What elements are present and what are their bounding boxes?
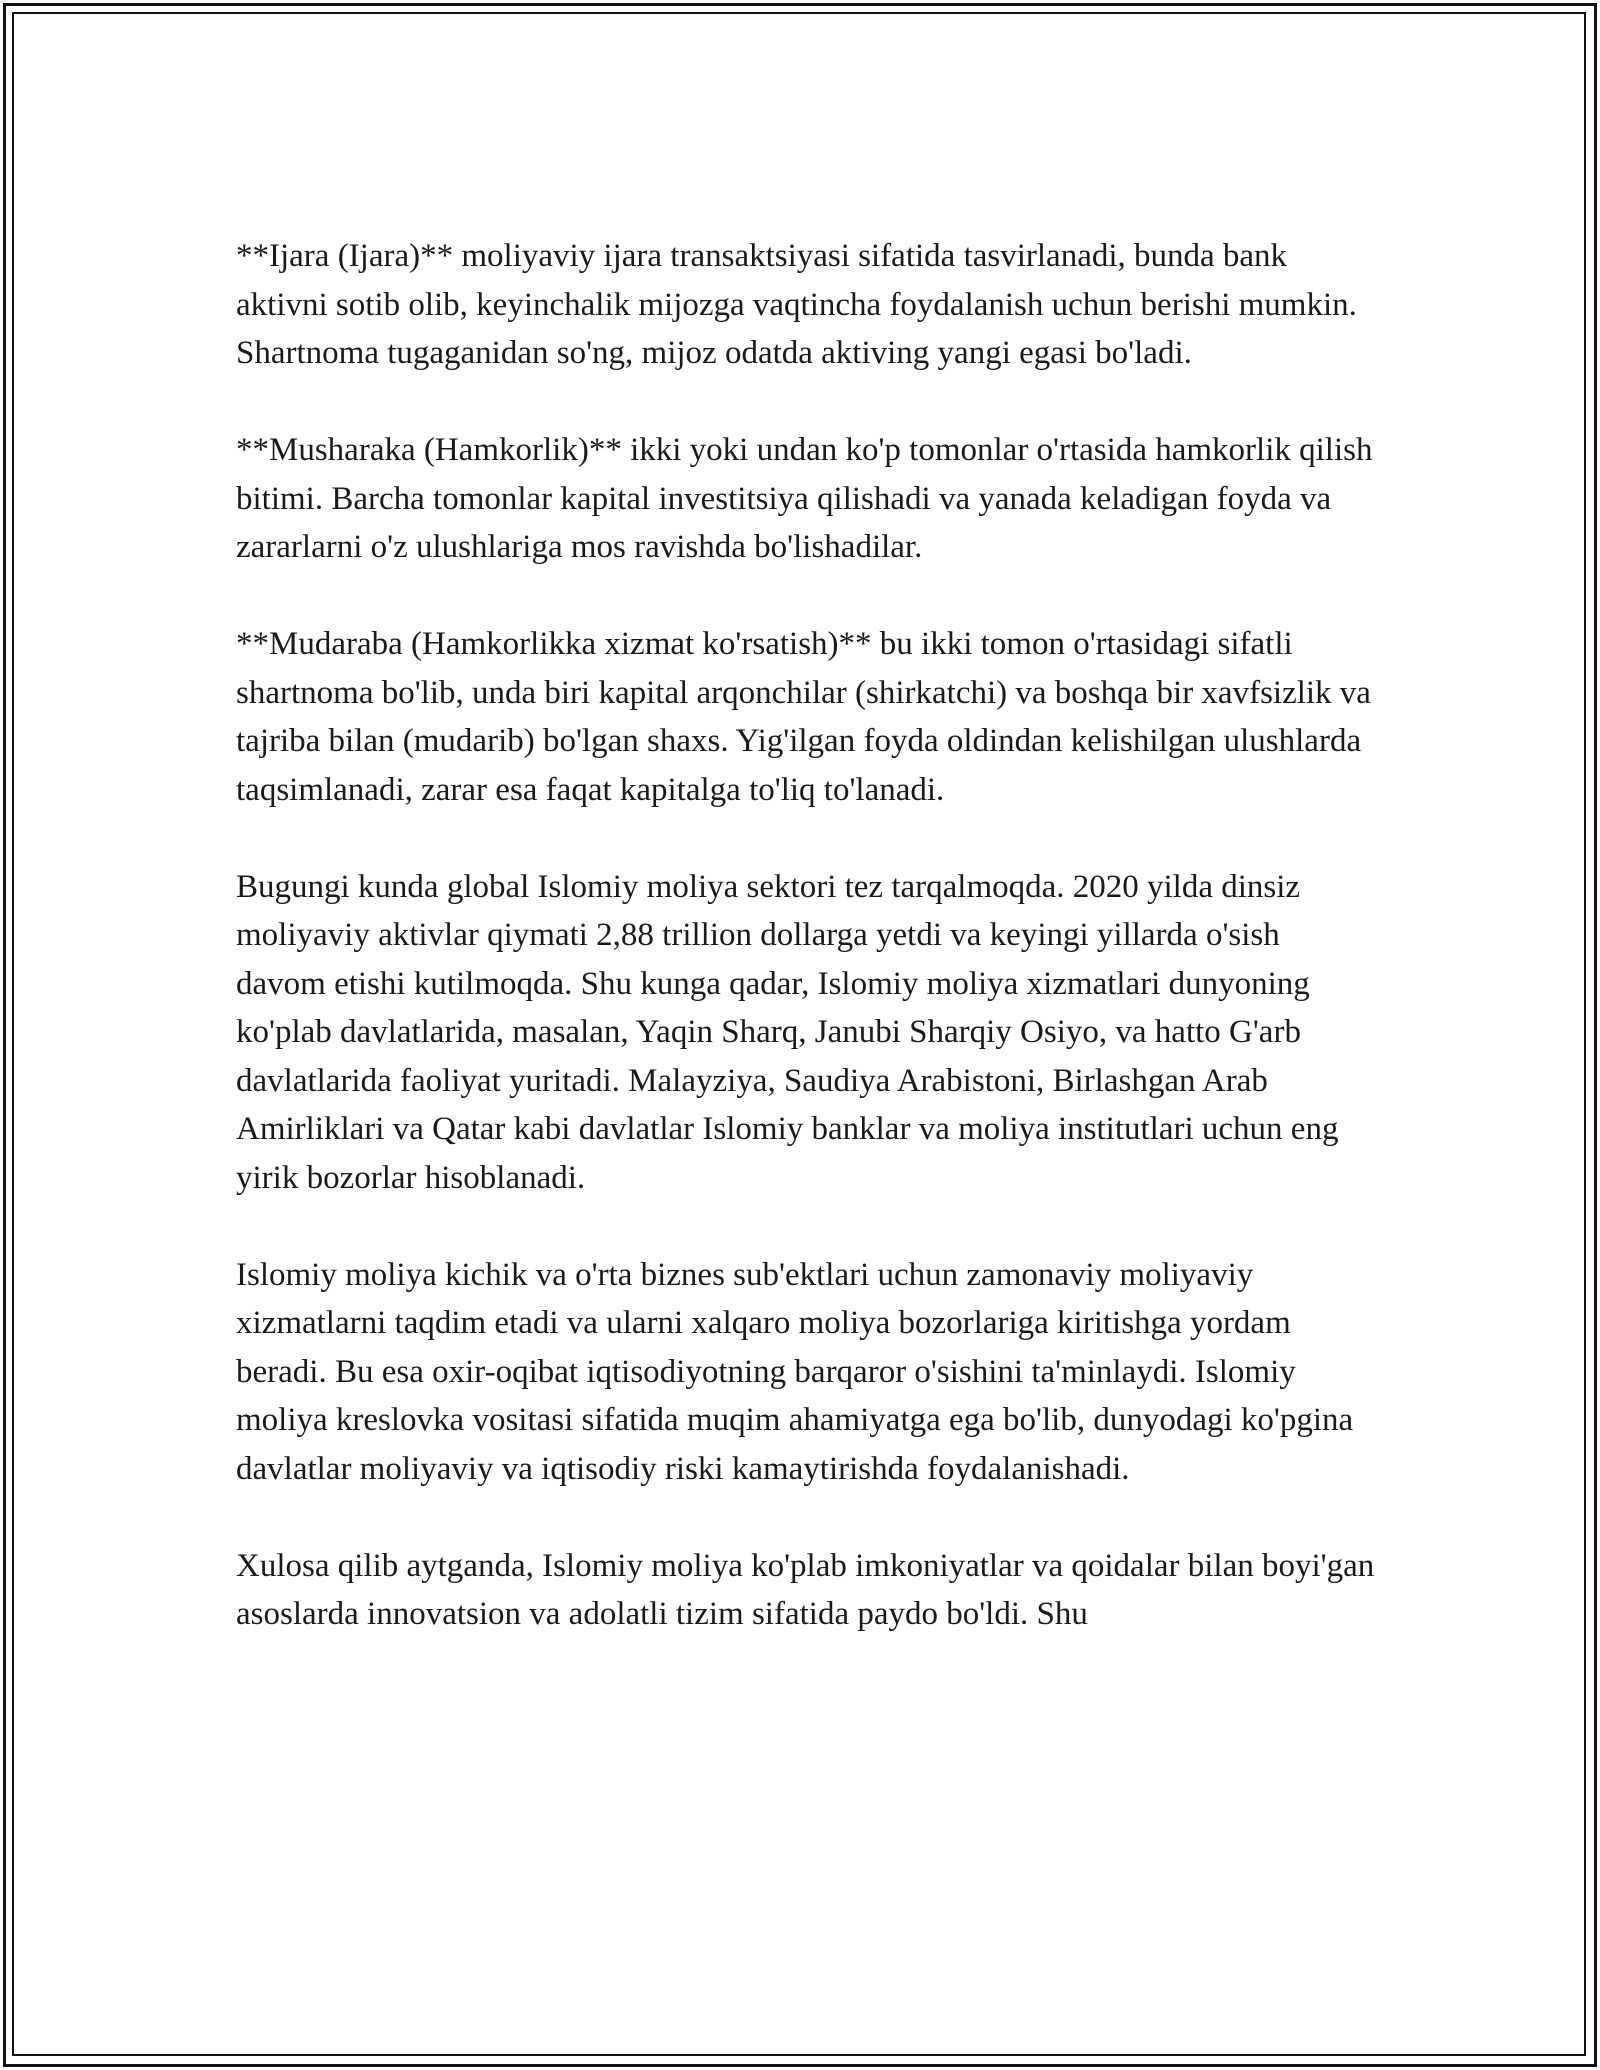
paragraph-ijara: **Ijara (Ijara)** moliyaviy ijara transaktsiyasi sifatida tasvirlanadi, bunda bank aktivni sotib olib, keyinchalik mijozga vaqtincha foydalanish uchun berishi mumkin. Shartnoma tugaganidan so'ng, mijoz odatda aktiving yangi egasi bo'ladi. (236, 238, 1357, 371)
paragraph-sme-finance: Islomiy moliya kichik va o'rta biznes sub'ektlari uchun zamonaviy moliyaviy xizmatlarni taqdim etadi va ularni xalqaro moliya bozorlariga kiritishga yordam beradi. Bu esa oxir-oqibat iqtisodiyotning barqaror o'sishini ta'minlaydi. Islomiy moliya kreslovka vositasi sifatida muqim ahamiyatga ega bo'lib, dunyodagi ko'pgina davlatlar moliyaviy va iqtisodiy riski kamaytirishda foydalanishadi. (236, 1256, 1354, 1487)
paragraph-musharaka: **Musharaka (Hamkorlik)** ikki yoki undan ko'p tomonlar o'rtasida hamkorlik qilish bitimi. Barcha tomonlar kapital investitsiya qilishadi va yanada keladigan foyda va zararlarni o'z ulushlariga mos ravishda bo'lishadilar. (236, 432, 1373, 565)
document-body (236, 232, 1376, 1687)
paragraph-global-sector: Bugungi kunda global Islomiy moliya sektori tez tarqalmoqda. 2020 yilda dinsiz moliyaviy aktivlar qiymati 2,88 trillion dollarga yetdi va keyingi yillarda o'sish davom etishi kutilmoqda. Shu kunga qadar, Islomiy moliya xizmatlari dunyoning ko'plab davlatlarida, masalan, Yaqin Sharq, Janubi Sharqiy Osiyo, va hatto G'arb davlatlarida faoliyat yuritadi. Malayziya, Saudiya Arabistoni, Birlashgan Arab Amirliklari va Qatar kabi davlatlar Islomiy banklar va moliya institutlari uchun eng yirik bozorlar hisoblanadi. (236, 868, 1339, 1196)
paragraph-mudaraba: **Mudaraba (Hamkorlikka xizmat ko'rsatish)** bu ikki tomon o'rtasidagi sifatli shartnoma bo'lib, unda biri kapital arqonchilar (shirkatchi) va boshqa bir xavfsizlik va tajriba bilan (mudarib) bo'lgan shaxs. Yig'ilgan foyda oldindan kelishilgan ulushlarda taqsimlanadi, zarar esa faqat kapitalga to'liq to'lanadi. (236, 626, 1371, 808)
paragraph-conclusion: Xulosa qilib aytganda, Islomiy moliya ko'plab imkoniyatlar va qoidalar bilan boyi'gan asoslarda innovatsion va adolatli tizim sifatida paydo bo'ldi. Shu (236, 1547, 1375, 1632)
